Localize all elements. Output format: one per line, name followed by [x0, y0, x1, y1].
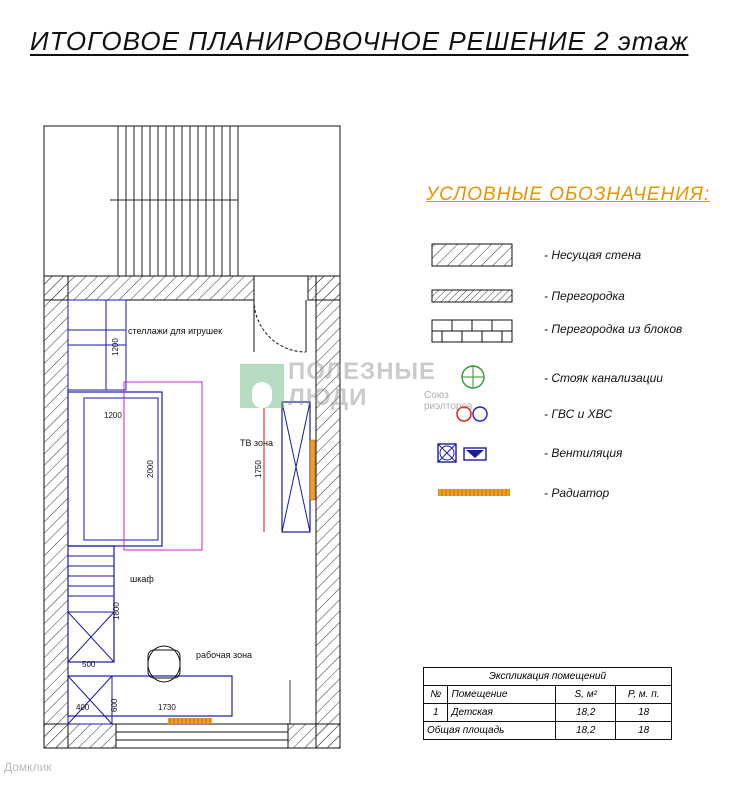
row-area: 18,2 [555, 704, 615, 722]
legend-block-partition: - Перегородка из блоков [544, 322, 683, 336]
label-wardrobe: шкаф [130, 574, 154, 584]
block-partition-symbol [432, 320, 512, 342]
dim-desk-width: 1730 [158, 703, 176, 712]
watermark-logo-icon [240, 364, 284, 408]
watermark-line1: ПОЛЕЗНЫЕ [288, 358, 437, 385]
work-zone [68, 646, 290, 724]
legend-bearing-wall: - Несущая стена [544, 248, 642, 262]
page-title: ИТОГОВОЕ ПЛАНИРОВОЧНОЕ РЕШЕНИЕ 2 этаж [30, 26, 689, 56]
radiator-symbol [438, 489, 510, 496]
header-area: S, м² [555, 686, 615, 704]
dim-bed-length: 2000 [146, 460, 155, 478]
header-perimeter: P, м. п. [616, 686, 672, 704]
legend-partition: - Перегородка [544, 289, 625, 303]
stair-area [44, 126, 340, 276]
door [254, 300, 306, 352]
dim-tv-length: 1750 [254, 460, 263, 478]
bearing-walls [44, 276, 340, 748]
bed [68, 382, 202, 550]
header-room: Помещение [448, 686, 556, 704]
wardrobe [68, 546, 114, 662]
watermark-line2: ЛЮДИ [288, 384, 368, 411]
dim-bed-width: 1200 [104, 411, 122, 420]
legend-symbols [432, 244, 512, 496]
legend-ventilation: - Вентиляция [544, 446, 623, 460]
total-row [424, 722, 672, 740]
dim-wardrobe-height: 1800 [112, 602, 121, 620]
dim-shelves-height: 1200 [111, 338, 120, 356]
row-room: Детская [448, 704, 556, 722]
legend-water: - ГВС и ХВС [544, 407, 613, 421]
explication-table [423, 667, 672, 740]
row-perimeter: 18 [616, 704, 672, 722]
explication-caption: Экспликация помещений [424, 668, 672, 686]
legend-title: УСЛОВНЫЕ ОБОЗНАЧЕНИЯ: [426, 184, 711, 205]
total-label: Общая площадь [424, 722, 556, 740]
dim-small-a: 500 [82, 660, 96, 669]
legend-radiator: - Радиатор [544, 486, 610, 500]
watermark-corner: Домклик [4, 760, 52, 774]
tv-zone [264, 402, 315, 532]
row-number: 1 [424, 704, 448, 722]
label-shelves: стеллажи для игрушек [128, 326, 223, 336]
total-perimeter: 18 [616, 722, 672, 740]
header-number: № [424, 686, 448, 704]
label-work-zone: рабочая зона [196, 650, 253, 660]
label-tv-zone: ТВ зона [240, 438, 274, 448]
sewer-riser-symbol [462, 366, 484, 388]
legend-sewer-riser: - Стояк канализации [544, 371, 663, 385]
dim-desk-depth: 600 [110, 698, 119, 712]
total-area: 18,2 [555, 722, 615, 740]
ventilation-symbol [438, 444, 486, 462]
table-row [424, 704, 672, 722]
dim-small-b: 400 [76, 703, 90, 712]
watermark-sub: Союз риэлторов [424, 390, 473, 412]
